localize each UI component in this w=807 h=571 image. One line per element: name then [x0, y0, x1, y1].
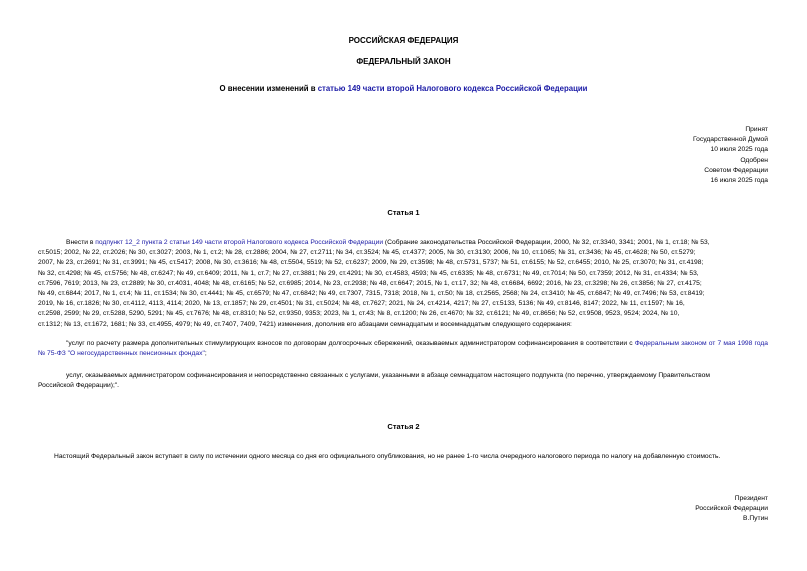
- law-title-link[interactable]: статью 149 части второй Налогового кодекса Российской Федерации: [317, 84, 588, 93]
- article1-heading: Статья 1: [387, 208, 420, 217]
- signature-line: Президент: [734, 495, 768, 502]
- adoption-line: 16 июля 2025 года: [710, 177, 768, 185]
- article1-body-line: ст.7596, 7619; 2013, № 23, ст.2889; № 30, ст.4031, 4048; № 48, ст.6165; № 52, ст.6985; 2014, № 23, ст.2938; № 48, ст.6647; 2015, № 1, ст.17, 32; № 48, ст.6684, 6692; 2016, № 23, ст.3298; № 26, ст.3856; № 27, ст.4175;: [38, 279, 702, 287]
- article1-body-line: ст.1312; № 13, ст.1672, 1681; № 33, ст.4955, 4979; № 49, ст.7407, 7409, 7421) изменения, дополнив его абзацами семнадцатым и восемнадцатым следующего содержания:: [38, 320, 572, 328]
- article1-intro-link[interactable]: подпункт 12_2 пункта 2 статьи 149 части второй Налогового кодекса Российской Федерации: [95, 239, 384, 246]
- country-heading: РОССИЙСКАЯ ФЕДЕРАЦИЯ: [348, 36, 459, 45]
- quote1-suffix: ;: [204, 350, 207, 358]
- article1-quote2: [38, 371, 768, 391]
- article2-heading: Статья 2: [387, 422, 420, 431]
- article1-body: [38, 238, 768, 330]
- article1-quote1: [38, 339, 768, 359]
- article2-body: [38, 452, 768, 462]
- adoption-line: Принят: [745, 126, 768, 133]
- article1-intro-prefix: Внести в: [66, 239, 96, 246]
- law-title-prefix: О внесении изменений в: [219, 84, 318, 93]
- quote1-link[interactable]: Федеральным законом от 7 мая 1998 года № 75-ФЗ "О негосударственных пенсионных фондах": [38, 340, 768, 358]
- article1-body-line: 2019, № 16, ст.1826; № 30, ст.4112, 4113, 4114; 2020, № 13, ст.1857; № 29, ст.4501; № 31, ст.5024; № 48, ст.7627; 2021, № 24, ст.4214, 4217; № 27, ст.5133, 5136; № 49, ст.8146, 8147; 2022, № 11, ст.1597; № 16,: [38, 300, 685, 308]
- adoption-line: Государственной Думой: [693, 136, 768, 144]
- quote1-prefix: "услуг по расчету размера дополнительных стимулирующих взносов по договорам долгосрочных сбережений, оказываемых администратором софинансирования в соответствии с: [66, 340, 635, 347]
- quote2-line: Российской Федерации);".: [38, 382, 120, 390]
- adoption-block: [693, 125, 768, 186]
- adoption-line: 10 июля 2025 года: [710, 146, 768, 154]
- law-type-heading: ФЕДЕРАЛЬНЫЙ ЗАКОН: [356, 57, 451, 66]
- signature-block: [695, 494, 768, 525]
- article1-body-line: № 49, ст.6844; 2017, № 1, ст.4; № 11, ст.1534; № 30, ст.4441; № 45, ст.6579; № 47, ст.6842; № 49, ст.7307, 7315, 7318; 2018, № 1, ст.50; № 18, ст.2565, 2568; № 24, ст.3410; № 45, ст.6847; № 49, ст.7496; № 53, ст.8419;: [38, 290, 705, 298]
- signature-line: В.Путин: [743, 515, 768, 523]
- adoption-line: Советом Федерации: [704, 166, 768, 174]
- article1-body-line: № 32, ст.4298; № 45, ст.5756; № 48, ст.6247; № 49, ст.6409; 2011, № 1, ст.7; № 27, ст.3881; № 29, ст.4291; № 30, ст.4583, 4593; № 45, ст.6335; № 48, ст.6731; № 49, ст.7014; № 50, ст.7359; 2012, № 31, ст.4334; № 53,: [38, 269, 699, 277]
- article1-first-line: [38, 238, 768, 248]
- article1-body-line: 2007, № 23, ст.2691; № 31, ст.3991; № 45, ст.5417; 2008, № 30, ст.3616; № 48, ст.5504, 5519; № 52, ст.6237; 2009, № 29, ст.3598; № 48, ст.5731, 5737; № 51, ст.6155; № 52, ст.6455; 2010, № 25, ст.3070; № 31, ст.4198;: [38, 259, 704, 267]
- article1-body-line: ст.2598, 2599; № 29, ст.5288, 5290, 5291; № 45, ст.7676; № 48, ст.8310; № 52, ст.9350, 9353; 2023, № 1, ст.43; № 8, ст.1200; № 26, ст.4670; № 32, ст.6121; № 49, ст.8656; № 52, ст.9508, 9523, 9524; 2024, № 10,: [38, 310, 680, 318]
- adoption-line: Одобрен: [740, 156, 768, 164]
- law-title: [0, 84, 807, 94]
- quote2-line: услуг, оказываемых администратором софинансирования и непосредственно связанных с услугами, указанными в абзаце семнадцатом настоящего подпункта (по перечню, утверждаемому Правительством: [66, 372, 710, 379]
- signature-line: Российской Федерации: [695, 505, 768, 513]
- article2-text: Настоящий Федеральный закон вступает в силу по истечении одного месяца со дня его официального опубликования, но не ранее 1-го числа очередного налогового периода по налогу на добавленную стоимость.: [54, 453, 721, 460]
- article1-body-line: ст.5015; 2002, № 22, ст.2026; № 30, ст.3027; 2003, № 1, ст.2; № 28, ст.2886; 2004, № 27, ст.2711; № 34, ст.3524; № 45, ст.4377; 2005, № 30, ст.3130; 2006, № 10, ст.1065; № 31, ст.3436; № 45, ст.4628; № 50, ст.5279;: [38, 249, 696, 257]
- article1-body-line: (Собрание законодательства Российской Федерации, 2000, № 32, ст.3340, 3341; 2001, № 1, ст.18; № 53,: [383, 239, 710, 246]
